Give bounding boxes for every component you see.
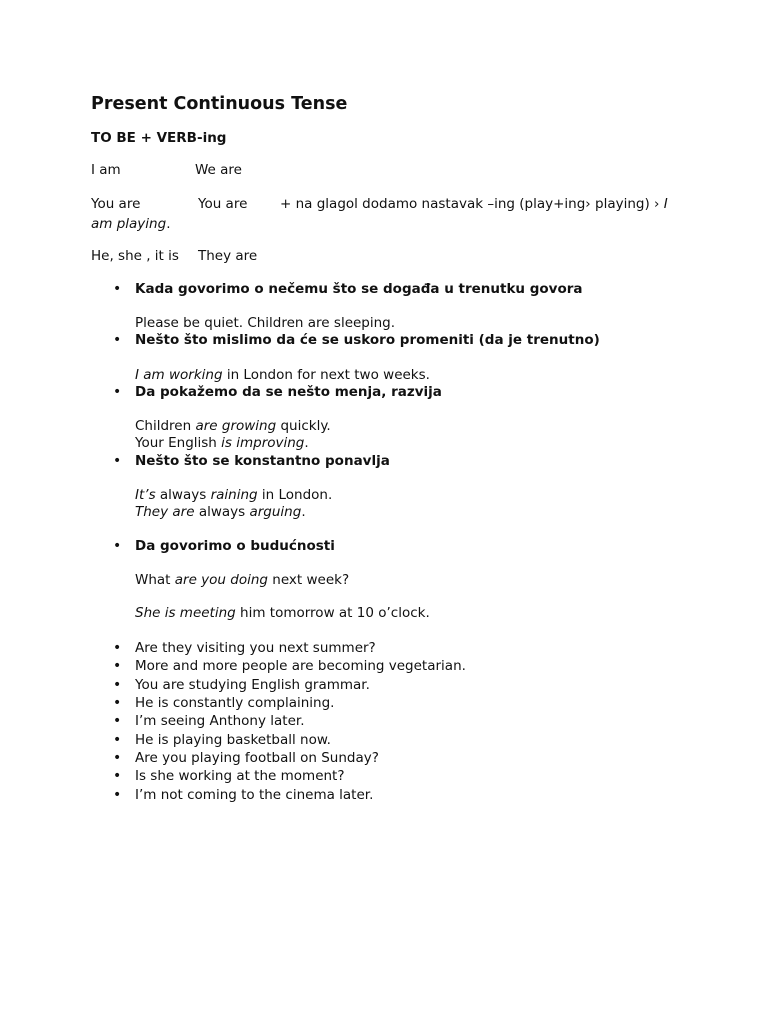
- ing-rule-text: + na glagol dodamo nastavak –ing (play+ing› playing) ›: [280, 196, 664, 212]
- conj-they-are: They are: [198, 248, 258, 264]
- list-item: I’m seeing Anthony later.: [135, 713, 305, 729]
- bullet-icon: •: [113, 332, 122, 348]
- list-item: More and more people are becoming vegetarian.: [135, 658, 466, 674]
- list-item: He is playing basketball now.: [135, 732, 331, 748]
- conj-you-are-singular: You are: [91, 196, 141, 212]
- list-item: Are they visiting you next summer?: [135, 640, 376, 656]
- use-example-1: Please be quiet. Children are sleeping.: [135, 315, 396, 331]
- bullet-icon: •: [113, 713, 122, 729]
- page-title: Present Continuous Tense: [91, 94, 348, 114]
- use-heading-2: Nešto što mislimo da će se uskoro promeniti (da je trenutno): [135, 332, 600, 348]
- ing-rule-note-continued: am playing.: [91, 216, 171, 232]
- bullet-icon: •: [113, 658, 122, 674]
- bullet-icon: •: [113, 750, 122, 766]
- conj-he-she-it-is: He, she , it is: [91, 248, 179, 264]
- list-item: Are you playing football on Sunday?: [135, 750, 379, 766]
- use-example-3a: Children are growing quickly.: [135, 418, 331, 434]
- use-example-4a: It’s always raining in London.: [135, 487, 333, 503]
- bullet-icon: •: [113, 768, 122, 784]
- list-item: I’m not coming to the cinema later.: [135, 787, 374, 803]
- use-heading-3: Da pokažemo da se nešto menja, razvija: [135, 384, 442, 400]
- list-item: He is constantly complaining.: [135, 695, 335, 711]
- use-heading-4: Nešto što se konstantno ponavlja: [135, 453, 390, 469]
- list-item: You are studying English grammar.: [135, 677, 370, 693]
- use-heading-5: Da govorimo o budućnosti: [135, 538, 335, 554]
- bullet-icon: •: [113, 640, 122, 656]
- conj-i-am: I am: [91, 162, 121, 178]
- ing-rule-example-end: am playing: [91, 216, 167, 232]
- bullet-icon: •: [113, 281, 122, 297]
- use-heading-1: Kada govorimo o nečemu što se događa u trenutku govora: [135, 281, 583, 297]
- use-example-5a: What are you doing next week?: [135, 572, 350, 588]
- use-example-4b: They are always arguing.: [135, 504, 306, 520]
- conj-we-are: We are: [195, 162, 242, 178]
- ing-rule-example-start: I: [663, 196, 668, 212]
- use-example-5b: She is meeting him tomorrow at 10 o’clock.: [135, 605, 430, 621]
- list-item: Is she working at the moment?: [135, 768, 345, 784]
- bullet-icon: •: [113, 384, 122, 400]
- bullet-icon: •: [113, 677, 122, 693]
- conj-you-are-plural: You are: [198, 196, 248, 212]
- formula: TO BE + VERB-ing: [91, 130, 227, 146]
- bullet-icon: •: [113, 732, 122, 748]
- bullet-icon: •: [113, 787, 122, 803]
- ing-rule-note: [280, 195, 668, 213]
- bullet-icon: •: [113, 538, 122, 554]
- bullet-icon: •: [113, 695, 122, 711]
- use-example-3b: Your English is improving.: [135, 435, 309, 451]
- use-example-2: I am working in London for next two weeks.: [135, 367, 430, 383]
- bullet-icon: •: [113, 453, 122, 469]
